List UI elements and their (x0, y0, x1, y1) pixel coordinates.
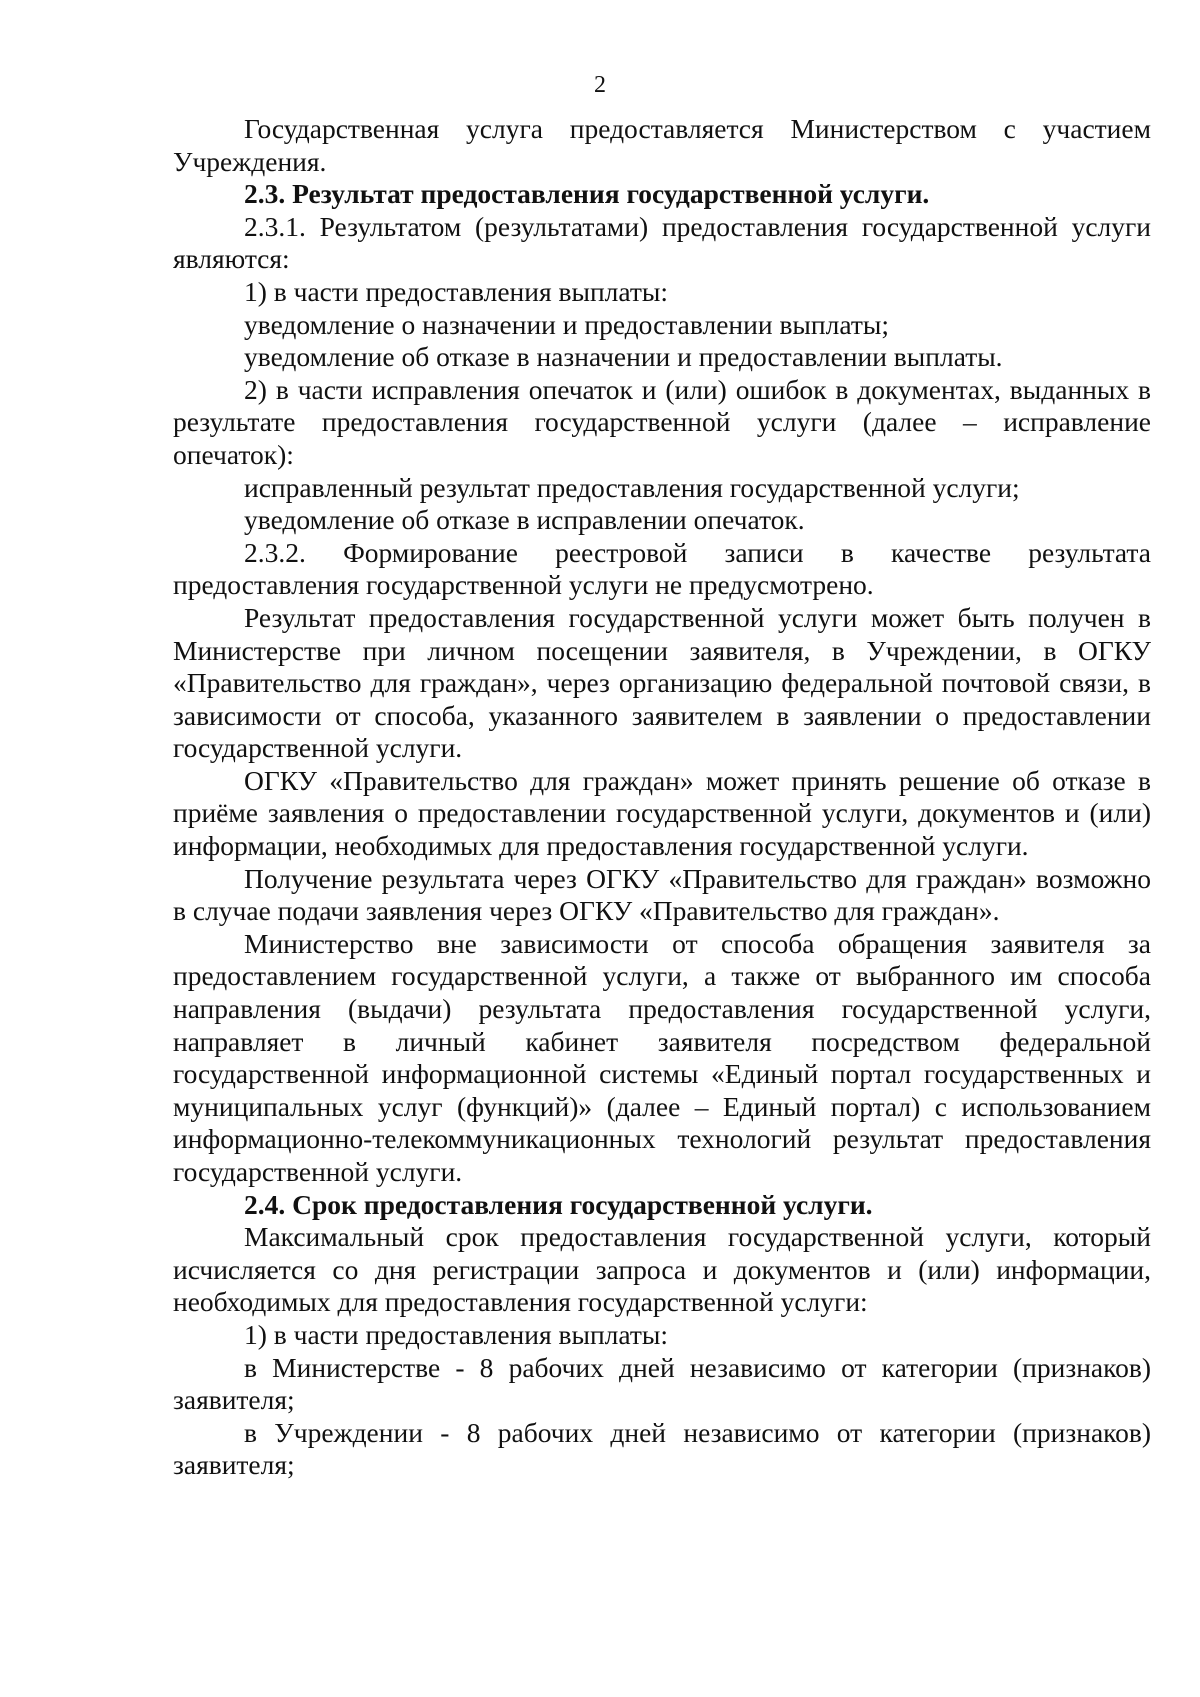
list-item: уведомление о назначении и предоставлении выплаты; (244, 308, 889, 340)
paragraph: 2.3.1. Результатом (результатами) предоставления государственной услуги являются: (173, 210, 1151, 275)
list-item: 2) в части исправления опечаток и (или) ошибок в документах, выданных в результате предоставления государственной услуги (далее – исправление опечаток): (173, 373, 1151, 470)
list-item: в Учреждении - 8 рабочих дней независимо от категории (признаков) заявителя; (173, 1416, 1151, 1481)
list-item: исправленный результат предоставления государственной услуги; (244, 471, 1020, 503)
document-body (173, 113, 1151, 1482)
list-item: 1) в части предоставления выплаты: (244, 275, 669, 307)
paragraph: Максимальный срок предоставления государственной услуги, который исчисляется со дня регистрации запроса и документов и (или) информации, необходимых для предоставления государственной услуги: (173, 1221, 1151, 1318)
section-heading-2-3: 2.3. Результат предоставления государственной услуги. (244, 178, 930, 210)
paragraph: 2.3.2. Формирование реестровой записи в качестве результата предоставления государственной услуги не предусмотрено. (173, 536, 1151, 601)
list-item: уведомление об отказе в назначении и предоставлении выплаты. (244, 341, 1003, 373)
paragraph: Получение результата через ОГКУ «Правительство для граждан» возможно в случае подачи заявления через ОГКУ «Правительство для граждан». (173, 862, 1151, 927)
paragraph: ОГКУ «Правительство для граждан» может принять решение об отказе в приёме заявления о предоставлении государственной услуги, документов и (или) информации, необходимых для предоставления государственной услуги. (173, 764, 1151, 862)
paragraph: Государственная услуга предоставляется Министерством с участием Учреждения. (173, 113, 1151, 177)
paragraph: Министерство вне зависимости от способа обращения заявителя за предоставлением государственной услуги, а также от выбранного им способа направления (выдачи) результата предоставления государственной услуги, направляет в личный кабинет заявителя посредством федеральной государственной информационной системы «Единый портал государственных и муниципальных услуг (функций)» (далее – Единый портал) с использованием информационно-телекоммуникационных технологий результат предоставления государственной услуги. (173, 927, 1151, 1187)
list-item: уведомление об отказе в исправлении опечаток. (244, 504, 805, 536)
list-item: 1) в части предоставления выплаты: (244, 1318, 669, 1350)
list-item: в Министерстве - 8 рабочих дней независимо от категории (признаков) заявителя; (173, 1351, 1151, 1416)
paragraph: Результат предоставления государственной услуги может быть получен в Министерстве при личном посещении заявителя, в Учреждении, в ОГКУ «Правительство для граждан», через организацию федеральной почтовой связи, в зависимости от способа, указанного заявителем в заявлении о предоставлении государственной услуги. (173, 601, 1151, 764)
page-number: 2 (594, 72, 606, 98)
section-heading-2-4: 2.4. Срок предоставления государственной услуги. (244, 1188, 873, 1220)
